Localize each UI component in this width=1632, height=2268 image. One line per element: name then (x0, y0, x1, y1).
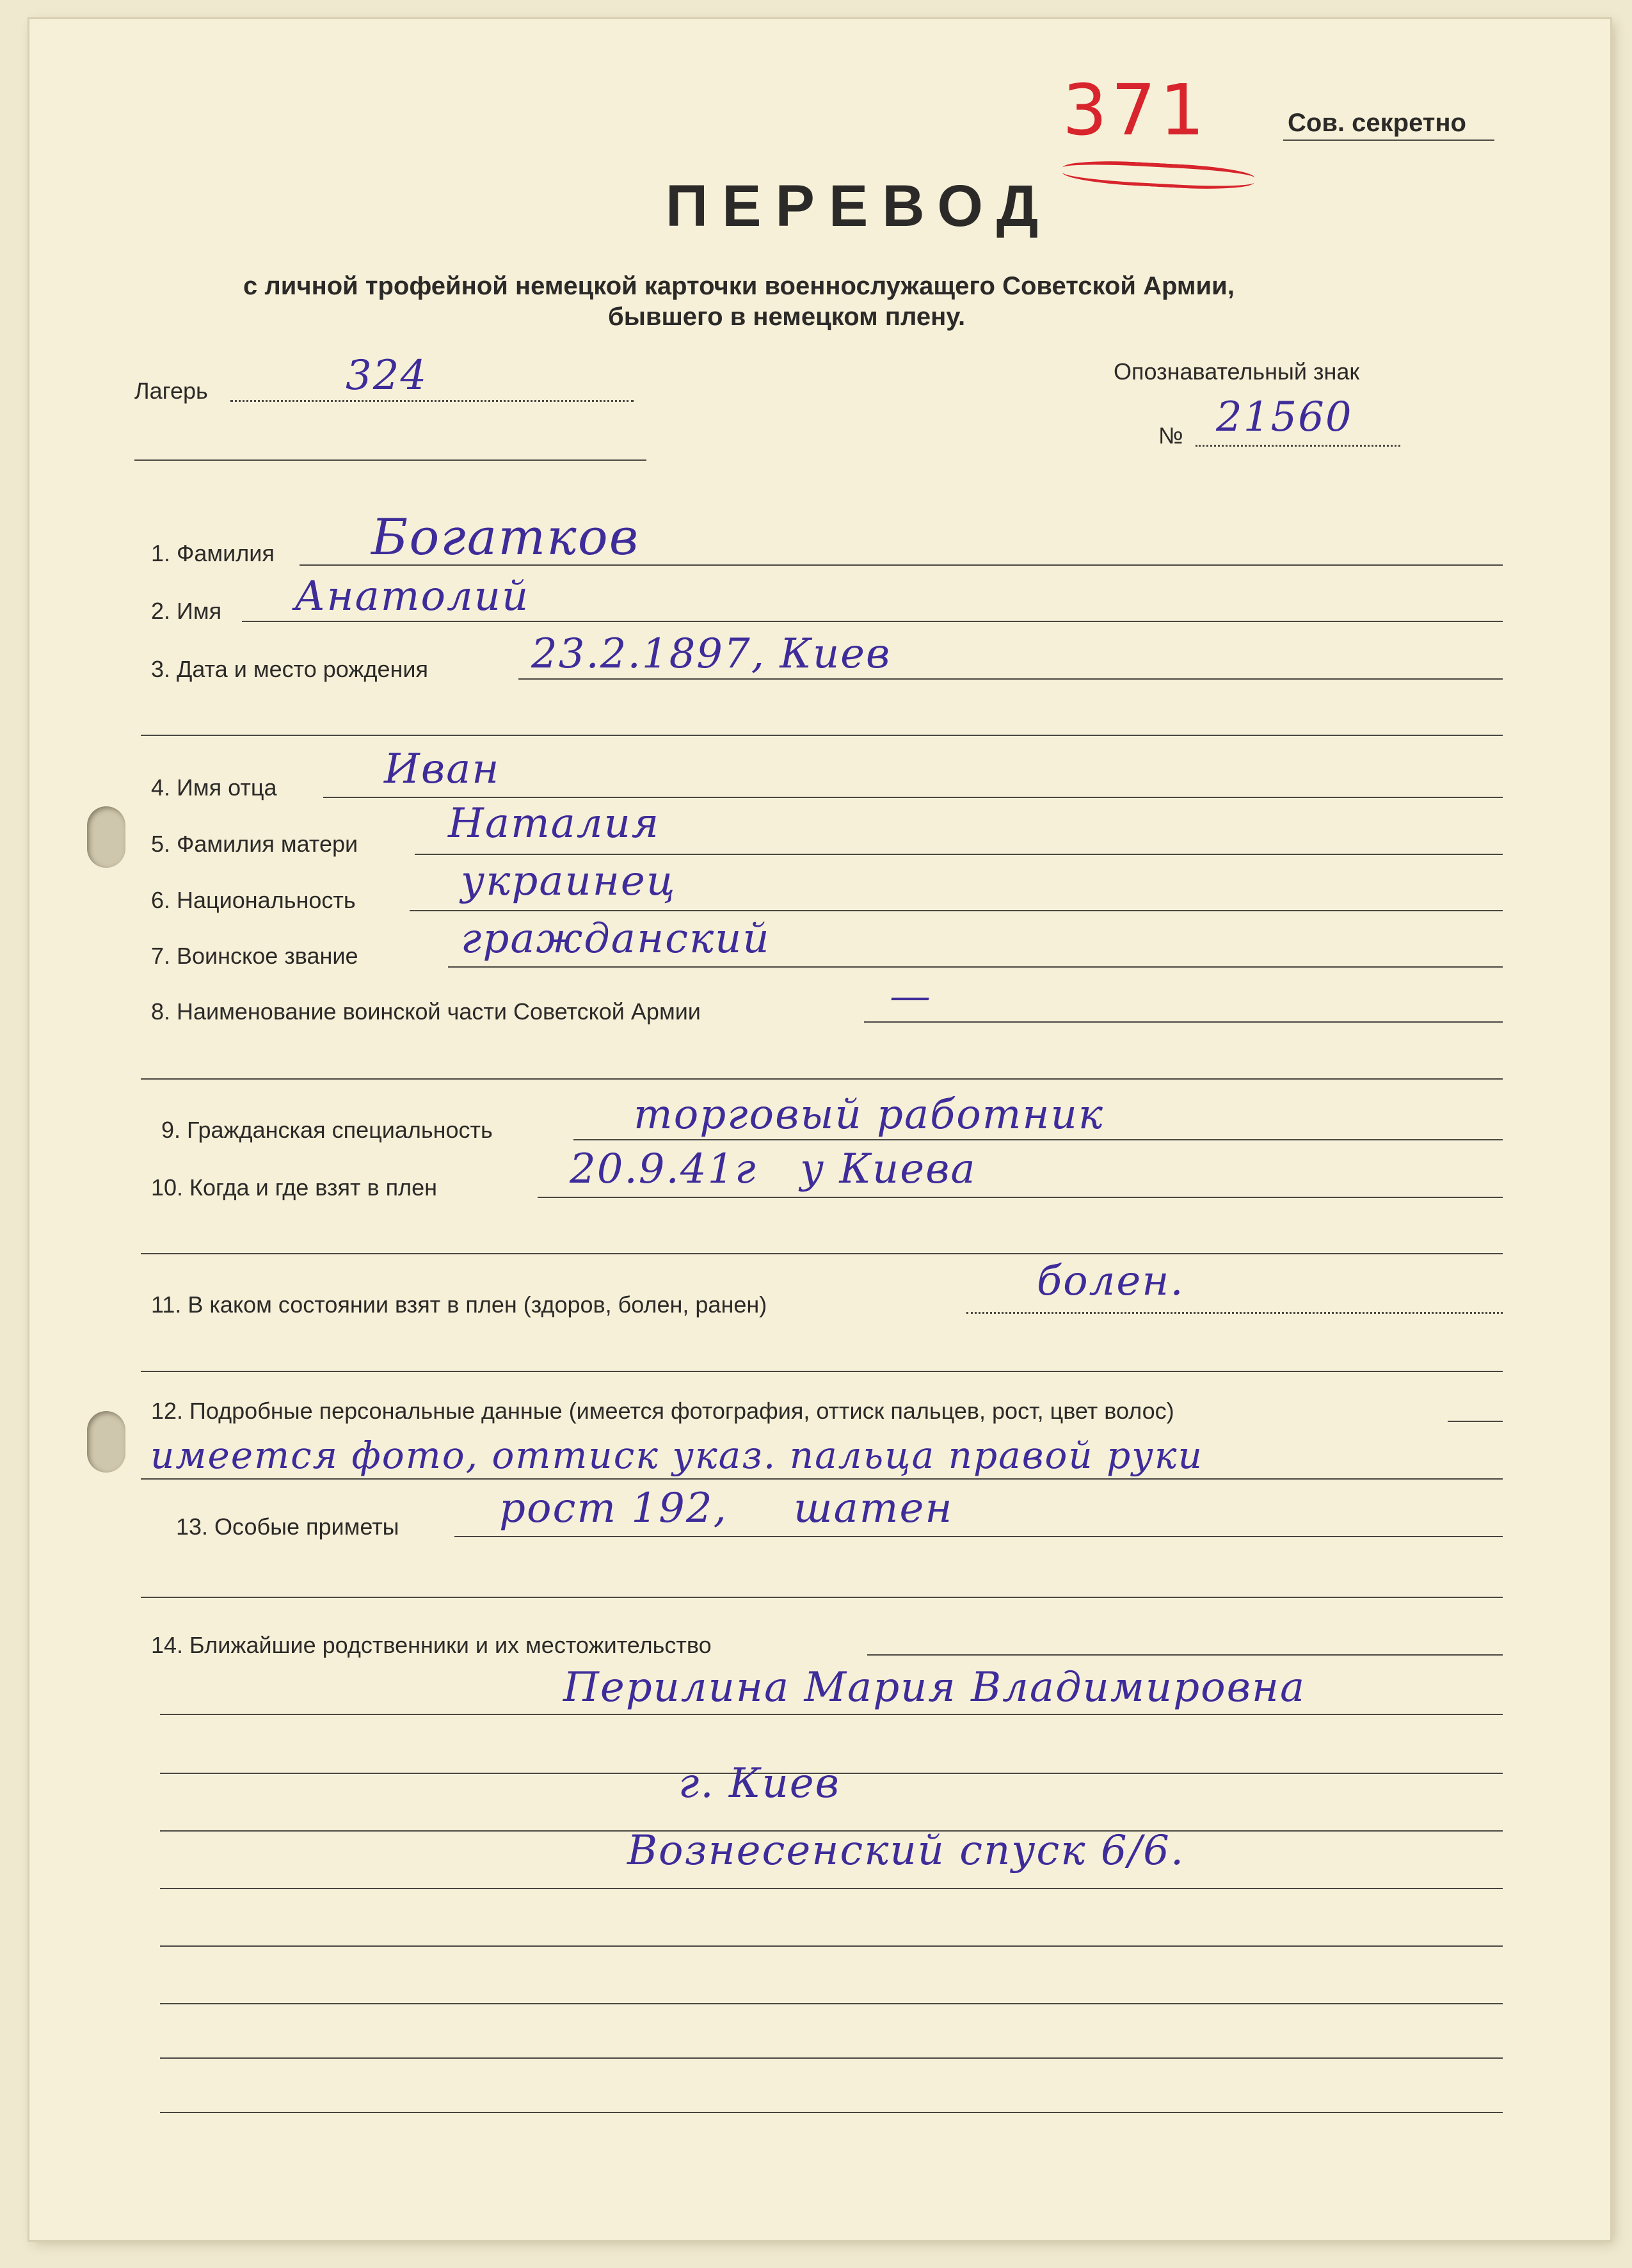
field-8-line (864, 1021, 1503, 1023)
identifier-label: Опознавательный знак (1114, 358, 1360, 385)
field-12-label: 12. Подробные персональные данные (имеется фотография, оттиск пальцев, рост, цвет волос) (151, 1398, 1174, 1424)
field-1-label: 1. Фамилия (151, 540, 275, 566)
field-2-line (242, 621, 1503, 622)
field-13-line (454, 1536, 1503, 1537)
field-14-line-7 (160, 2003, 1503, 2004)
camp-second-line (134, 459, 646, 461)
identifier-number-sign: № (1158, 422, 1183, 449)
camp-label: Лагерь (134, 378, 208, 404)
field-13-value-height: рост 192, (499, 1485, 728, 1532)
field-10-value-date: 20.9.41г (570, 1146, 757, 1193)
field-14-value-city: г. Киев (678, 1760, 840, 1807)
field-11-dotted-line (966, 1312, 1503, 1314)
field-8-label: 8. Наименование воинской части Советской Армии (151, 998, 701, 1025)
field-6-label: 6. Национальность (151, 887, 356, 913)
field-9-line (573, 1139, 1503, 1140)
field-6-line (410, 910, 1503, 911)
field-11-value: болен. (1037, 1258, 1185, 1305)
red-handwritten-number: 371 (1062, 69, 1208, 151)
field-13-second-line (141, 1597, 1503, 1598)
field-14-value-name: Перилина Мария Владимировна (563, 1664, 1306, 1711)
field-12-value: имеется фото, оттиск указ. пальца правой руки (150, 1433, 1203, 1477)
field-3-value: 23.2.1897, Киев (531, 630, 892, 678)
field-5-line (415, 854, 1503, 855)
field-4-line (323, 797, 1503, 798)
classification-label: Сов. секретно (1288, 109, 1466, 137)
field-8-second-line (141, 1078, 1503, 1080)
field-14-line-9 (160, 2112, 1503, 2113)
subtitle-line-1: с личной трофейной немецкой карточки военнослужащего Советской Армии, (243, 272, 1235, 300)
field-1-value: Богатков (371, 509, 640, 566)
field-9-value: торговый работник (634, 1091, 1104, 1138)
field-3-second-line (141, 735, 1503, 736)
field-14-line-5 (160, 1888, 1503, 1889)
identifier-dotted-line (1196, 445, 1400, 447)
field-14-line-8 (160, 2057, 1503, 2059)
punch-hole-top (87, 806, 125, 868)
field-3-label: 3. Дата и место рождения (151, 656, 428, 682)
field-10-second-line (141, 1253, 1503, 1254)
field-7-label: 7. Воинское звание (151, 943, 358, 969)
field-10-label: 10. Когда и где взят в плен (151, 1174, 437, 1201)
field-3-line (518, 678, 1503, 680)
field-13-label: 13. Особые приметы (176, 1513, 399, 1540)
field-8-value: — (890, 973, 932, 1020)
document-title: ПЕРЕВОД (666, 173, 1053, 239)
field-10-line (538, 1197, 1503, 1198)
field-5-value: Наталия (448, 800, 660, 847)
subtitle-line-2: бывшего в немецком плену. (608, 303, 966, 331)
classification-underline (1283, 140, 1494, 141)
field-4-value: Иван (384, 746, 500, 793)
field-10-value-place: у Киева (800, 1146, 977, 1193)
field-7-line (448, 966, 1503, 968)
field-7-value: гражданский (461, 915, 771, 962)
punch-hole-bottom (87, 1411, 125, 1473)
identifier-value: 21560 (1216, 394, 1353, 441)
field-4-label: 4. Имя отца (151, 774, 277, 801)
camp-value: 324 (346, 352, 428, 399)
field-11-second-line (141, 1371, 1503, 1372)
field-9-label: 9. Гражданская специальность (161, 1117, 493, 1143)
field-11-label: 11. В каком состоянии взят в плен (здоров, болен, ранен) (151, 1291, 767, 1318)
camp-dotted-line (230, 400, 634, 402)
field-14-line-2 (160, 1714, 1503, 1715)
field-2-value: Анатолий (294, 573, 530, 620)
field-2-label: 2. Имя (151, 598, 222, 624)
field-14-value-street: Вознесенский спуск 6/6. (627, 1827, 1185, 1874)
field-14-label: 14. Ближайшие родственники и их местожительство (151, 1632, 712, 1658)
field-14-line-6 (160, 1945, 1503, 1947)
field-6-value: украинец (461, 858, 676, 905)
field-13-value-hair: шатен (794, 1485, 954, 1532)
field-14-line (867, 1654, 1503, 1656)
field-5-label: 5. Фамилия матери (151, 831, 358, 857)
field-12-second-line (141, 1478, 1503, 1480)
field-12-line (1448, 1421, 1503, 1422)
